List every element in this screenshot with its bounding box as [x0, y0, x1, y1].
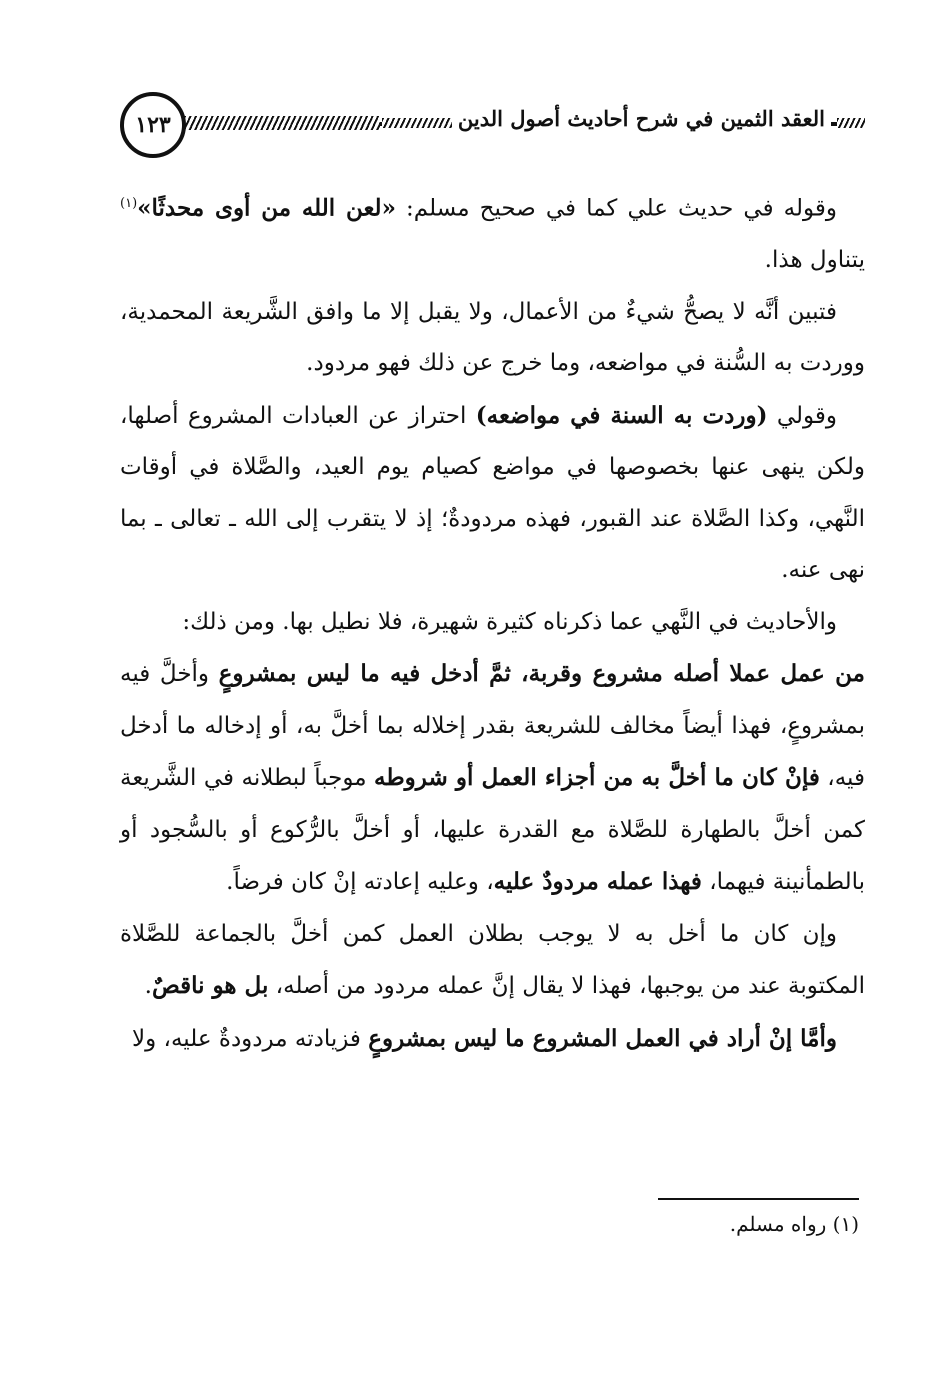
footnote-rule: [658, 1198, 859, 1200]
header-ornament: [184, 116, 380, 130]
footnote-marker: (١): [120, 196, 138, 211]
header-ornament: [382, 118, 452, 128]
text-run: موجباً لبطلانه في الشَّريعة كمن أخلَّ بالطهارة للصَّلاة مع القدرة عليها، أو أخلَّ بالرُّكوع أو بالسُّجود أو بالطمأنينة فيهما،: [120, 765, 865, 896]
page-number: ١٢٣: [120, 92, 186, 158]
text-run: وقولي: [767, 402, 837, 429]
bold-text: (وردت به السنة في مواضعه): [475, 401, 768, 429]
text-run: وإن كان ما أخل به لا يوجب بطلان العمل كمن أخلَّ بالجماعة للصَّلاة المكتوبة عند من يوجبها، فهذا لا يقال إنَّ عمله مردود من أصله،: [120, 920, 865, 1000]
header-ornament: [837, 118, 865, 128]
text-run: والأحاديث في النَّهي عما ذكرناه كثيرة شهيرة، فلا نطيل بها. ومن ذلك:: [182, 608, 837, 635]
paragraph: [120, 287, 865, 390]
text-run: وأخلَّ فيه بمشروعٍ، فهذا أيضاً مخالف للشريعة بقدر إخلاله بما أخلَّ به، أو إدخاله ما أدخل فيه،: [120, 661, 865, 792]
text-run: احتراز عن العبادات المشروع أصلها، ولكن ينهى عنها بخصوصها في مواضع كصيام يوم العيد، والصَّلاة في أوقات النَّهي، وكذا الصَّلاة عند القبور، فهذه مردودةٌ؛ إذ لا يتقرب إلى الله ـ تعالى ـ بما نهى عنه.: [120, 402, 865, 584]
bold-text: فإنْ كان ما أخلَّ به من أجزاء العمل أو شروطه: [374, 764, 820, 792]
body-text: [120, 178, 865, 1065]
text-run: يتناول هذا.: [764, 247, 865, 274]
text-run: .: [144, 973, 152, 1000]
bold-text: وأمَّا إنْ أراد في العمل المشروع ما ليس بمشروعٍ: [368, 1024, 837, 1052]
text-run: فتبين أنَّه لا يصحُّ شيءٌ من الأعمال، ولا يقبل إلا ما وافق الشَّريعة المحمدية، ووردت به السُّنة في مواضعه، وما خرج عن ذلك فهو مردود.: [120, 298, 865, 377]
bold-text: فهذا عمله مردودٌ عليه: [493, 868, 702, 896]
paragraph: [120, 390, 865, 597]
paragraph: [120, 909, 865, 1013]
running-header: [120, 88, 865, 164]
paragraph: [120, 648, 865, 909]
paragraph: [120, 178, 865, 287]
footnote: (١) رواه مسلم.: [729, 1212, 859, 1236]
paragraph: [120, 597, 865, 649]
paragraph: [120, 1013, 865, 1066]
text-run: فزيادته مردودةٌ عليه، ولا: [132, 1025, 369, 1052]
text-run: وقوله في حديث علي كما في صحيح مسلم:: [395, 195, 837, 222]
book-title: العقد الثمين في شرح أحاديث أصول الدين: [452, 106, 831, 131]
bold-text: بل هو ناقصٌ: [151, 972, 269, 1000]
bold-text: «لعن الله من أوى محدثًا»: [137, 194, 396, 222]
bold-text: من عمل عملا أصله مشروع وقربة، ثمَّ أدخل فيه ما ليس بمشروعٍ: [218, 660, 865, 688]
text-run: ، وعليه إعادته إنْ كان فرضاً.: [226, 869, 494, 896]
